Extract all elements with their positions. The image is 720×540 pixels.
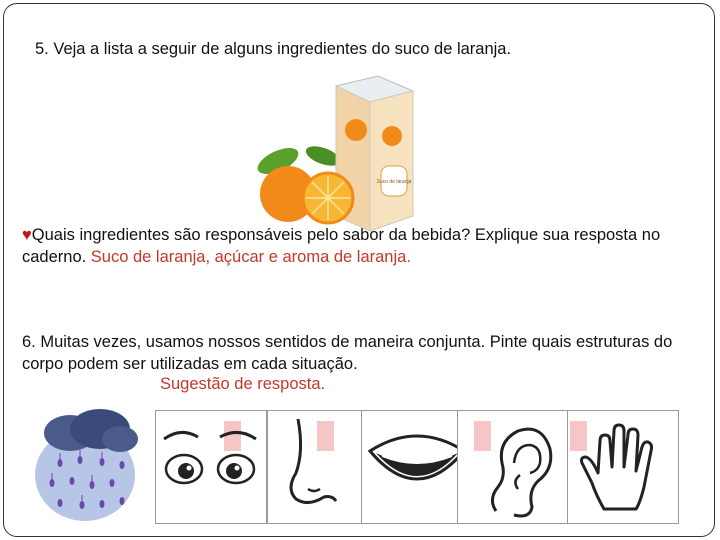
ear-icon [458,411,568,523]
rain-cloud-image [30,405,142,523]
mouth-icon [362,411,472,523]
question-5-text: 5. Veja a lista a seguir de alguns ingredientes do suco de laranja. [35,40,512,58]
sense-card-eyes[interactable] [155,410,267,524]
heart-bullet-icon: ♥ [22,226,32,244]
orange-juice-carton-image [248,66,418,236]
suggestion-label: Sugestão de resposta. [160,375,326,393]
sense-card-hand[interactable] [567,410,679,524]
hand-icon [568,411,678,523]
question-5-prompt [22,224,712,268]
eyes-icon [156,411,266,523]
prompt-answer: Suco de laranja, açúcar e aroma de laranja. [90,248,411,266]
question-6-text: 6. Muitas vezes, usamos nossos sentidos de maneira conjunta. Pinte quais estruturas do corpo podem ser utilizadas em cada situação. [22,333,673,373]
sense-card-ear[interactable] [457,410,569,524]
carton-label: Suco de laranja [376,179,412,185]
prompt-text: Quais ingredientes são responsáveis pelo sabor da bebida? Explique sua resposta no caderno. [22,226,661,266]
